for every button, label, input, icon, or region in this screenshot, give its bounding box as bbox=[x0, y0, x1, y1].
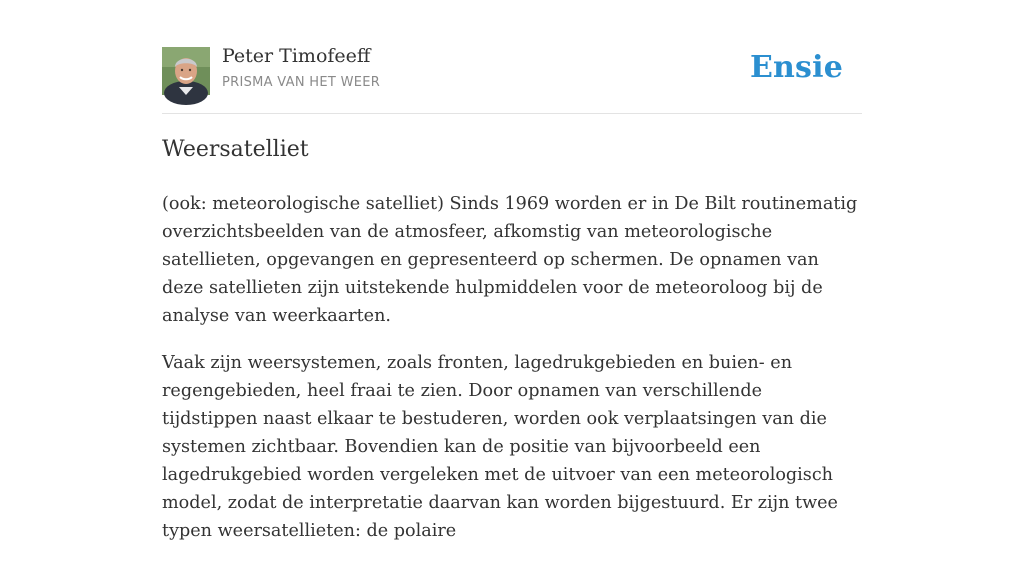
avatar-portrait-icon bbox=[162, 47, 210, 95]
entry-body bbox=[162, 190, 862, 564]
entry-header bbox=[162, 0, 862, 114]
author-avatar[interactable] bbox=[162, 47, 210, 95]
body-paragraph: Vaak zijn weersystemen, zoals fronten, lagedrukgebieden en buien- en regengebieden, heel fraai te zien. Door opnamen van verschillende tijdstippen naast elkaar te bestuderen, worden ook verplaatsingen van die systemen zichtbaar. Bovendien kan de positie van bijvoorbeeld een lagedrukgebied worden vergeleken met de uitvoer van een meteorologisch model, zodat de interpretatie daarvan kan worden bijgestuurd. Er zijn twee typen weersatellieten: de polaire bbox=[162, 353, 838, 541]
ensie-logo[interactable]: Ensie bbox=[749, 50, 843, 85]
author-name[interactable]: Peter Timofeeff bbox=[222, 45, 371, 67]
entry-card bbox=[162, 0, 862, 541]
entry-title: Weersatelliet bbox=[162, 137, 309, 162]
author-subtitle[interactable]: PRISMA VAN HET WEER bbox=[222, 75, 381, 90]
body-paragraph: (ook: meteorologische satelliet) Sinds 1969 worden er in De Bilt routinematig overzichtsbeelden van de atmosfeer, afkomstig van meteorologische satellieten, opgevangen en gepresenteerd op schermen. De opnamen van deze satellieten zijn uitstekende hulpmiddelen voor de meteoroloog bij de analyse van weerkaarten. bbox=[162, 194, 858, 326]
